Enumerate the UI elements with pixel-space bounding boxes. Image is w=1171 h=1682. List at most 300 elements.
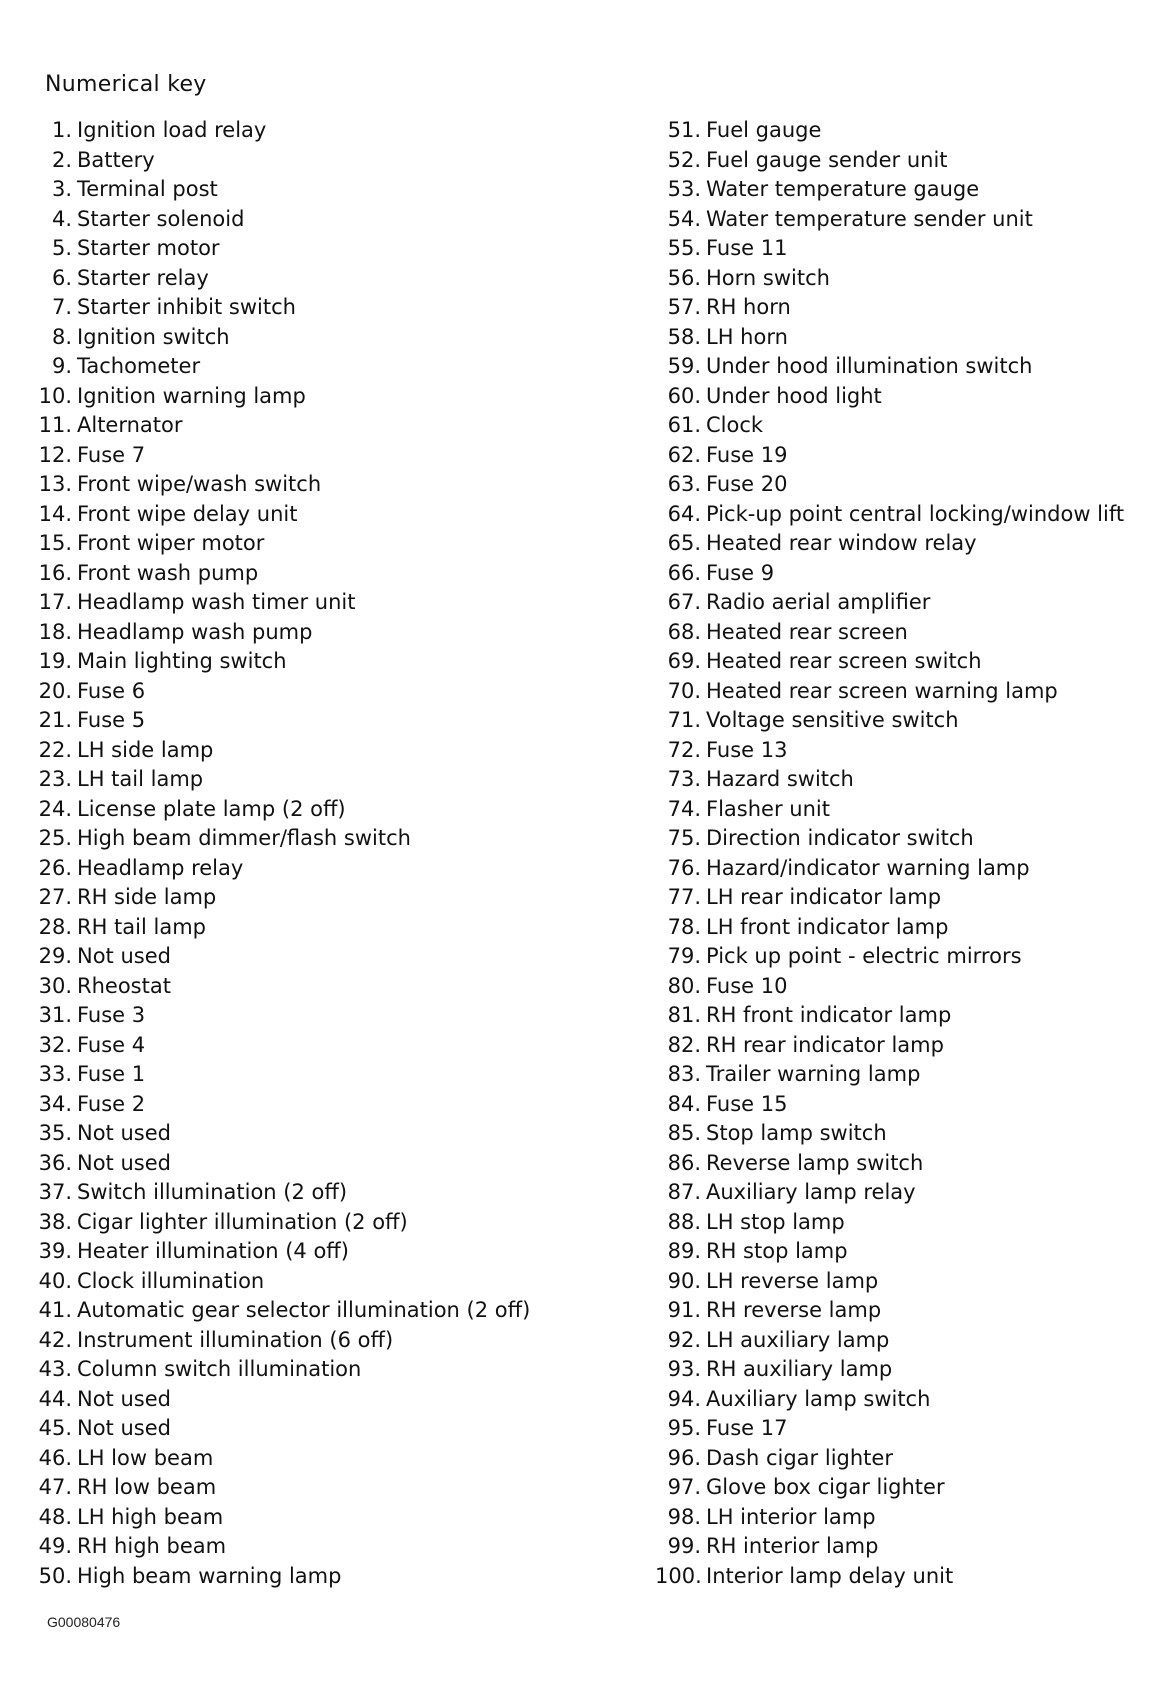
list-item xyxy=(30,706,630,736)
item-number: 44. xyxy=(38,1386,72,1411)
item-label: Automatic gear selector illumination (2 off) xyxy=(77,1298,531,1322)
list-item xyxy=(30,205,630,235)
list-item xyxy=(30,323,630,353)
item-number: 70. xyxy=(667,678,701,703)
item-number: 100. xyxy=(655,1563,702,1588)
item-label: Not used xyxy=(77,1121,171,1145)
item-number: 75. xyxy=(667,826,701,850)
item-number: 89. xyxy=(667,1239,701,1263)
item-label: LH stop lamp xyxy=(706,1209,845,1234)
item-label: Fuse 5 xyxy=(77,708,146,732)
item-number: 29. xyxy=(38,944,72,968)
item-number: 58. xyxy=(667,324,701,349)
item-number: 3. xyxy=(51,177,72,201)
item-label: Fuel gauge xyxy=(706,118,822,142)
item-label: Heated rear screen xyxy=(706,619,908,644)
list-item xyxy=(30,677,630,707)
item-number: 2. xyxy=(51,147,72,172)
list-item xyxy=(655,1473,1160,1503)
list-item xyxy=(30,146,630,176)
item-number: 72. xyxy=(667,737,701,762)
list-item xyxy=(655,1296,1160,1326)
item-label: Fuse 7 xyxy=(77,442,146,467)
item-label: Not used xyxy=(77,944,171,968)
list-item xyxy=(30,500,630,530)
item-label: Fuse 2 xyxy=(77,1091,146,1116)
item-label: Pick up point - electric mirrors xyxy=(706,944,1022,968)
item-number: 53. xyxy=(667,177,701,201)
list-item xyxy=(30,1326,630,1356)
item-label: Clock xyxy=(706,413,764,437)
list-item xyxy=(655,1503,1160,1533)
list-item xyxy=(655,795,1160,825)
item-number: 37. xyxy=(38,1180,72,1204)
item-number: 5. xyxy=(51,236,72,260)
item-label: RH rear indicator lamp xyxy=(706,1032,944,1057)
list-item xyxy=(30,411,630,441)
item-label: Starter motor xyxy=(77,236,220,260)
item-label: Battery xyxy=(77,147,155,172)
list-item xyxy=(655,1355,1160,1385)
item-label: Dash cigar lighter xyxy=(706,1445,893,1470)
list-item xyxy=(655,1090,1160,1120)
list-item xyxy=(655,942,1160,972)
list-item xyxy=(30,1060,630,1090)
item-number: 30. xyxy=(38,973,72,998)
item-number: 64. xyxy=(667,501,701,526)
item-number: 34. xyxy=(38,1091,72,1116)
list-item xyxy=(655,411,1160,441)
list-item xyxy=(30,1385,630,1415)
item-label: Fuse 1 xyxy=(77,1062,146,1086)
item-number: 84. xyxy=(667,1091,701,1116)
item-label: Not used xyxy=(77,1416,171,1440)
item-label: Front wash pump xyxy=(77,560,259,585)
page-title: Numerical key xyxy=(45,72,207,97)
item-label: LH side lamp xyxy=(77,737,214,762)
key-list-right xyxy=(655,116,1160,1591)
list-item xyxy=(655,470,1160,500)
list-item xyxy=(30,1208,630,1238)
item-label: RH high beam xyxy=(77,1534,227,1558)
item-label: RH interior lamp xyxy=(706,1534,879,1558)
list-item xyxy=(655,500,1160,530)
list-item xyxy=(655,1385,1160,1415)
list-item xyxy=(655,1178,1160,1208)
item-number: 91. xyxy=(667,1298,701,1322)
item-label: Fuse 15 xyxy=(706,1091,788,1116)
item-number: 74. xyxy=(667,796,701,821)
item-number: 60. xyxy=(667,383,701,408)
item-number: 38. xyxy=(38,1209,72,1234)
item-number: 18. xyxy=(38,619,72,644)
item-number: 6. xyxy=(51,265,72,290)
item-number: 87. xyxy=(667,1180,701,1204)
list-item xyxy=(30,264,630,294)
item-number: 15. xyxy=(38,531,72,555)
item-number: 46. xyxy=(38,1445,72,1470)
item-number: 67. xyxy=(667,590,701,614)
list-item xyxy=(655,1562,1160,1592)
list-item xyxy=(655,1326,1160,1356)
item-label: Voltage sensitive switch xyxy=(706,708,959,732)
list-item xyxy=(30,913,630,943)
item-label: Ignition load relay xyxy=(77,118,267,142)
item-number: 76. xyxy=(667,855,701,880)
item-label: Fuse 3 xyxy=(77,1003,146,1027)
item-number: 56. xyxy=(667,265,701,290)
list-item xyxy=(655,1031,1160,1061)
item-label: RH horn xyxy=(706,295,791,319)
item-label: LH front indicator lamp xyxy=(706,914,949,939)
list-item xyxy=(655,913,1160,943)
item-label: LH reverse lamp xyxy=(706,1268,879,1293)
list-item xyxy=(655,529,1160,559)
list-item xyxy=(30,1031,630,1061)
list-item xyxy=(655,618,1160,648)
item-number: 79. xyxy=(667,944,701,968)
item-number: 26. xyxy=(38,855,72,880)
item-label: Terminal post xyxy=(77,177,218,201)
item-number: 11. xyxy=(38,413,72,437)
list-item xyxy=(30,854,630,884)
item-number: 59. xyxy=(667,354,701,378)
list-item xyxy=(30,972,630,1002)
item-label: Front wipe delay unit xyxy=(77,501,298,526)
item-label: Rheostat xyxy=(77,973,171,998)
list-item xyxy=(655,264,1160,294)
item-number: 68. xyxy=(667,619,701,644)
item-number: 97. xyxy=(667,1475,701,1499)
item-label: Hazard switch xyxy=(706,767,854,791)
item-number: 36. xyxy=(38,1150,72,1175)
item-label: Column switch illumination xyxy=(77,1357,362,1381)
list-item xyxy=(30,647,630,677)
item-label: Heated rear screen warning lamp xyxy=(706,678,1058,703)
item-number: 88. xyxy=(667,1209,701,1234)
item-number: 73. xyxy=(667,767,701,791)
list-item xyxy=(655,234,1160,264)
item-label: Trailer warning lamp xyxy=(706,1062,921,1086)
item-label: Headlamp relay xyxy=(77,855,244,880)
item-label: Fuse 11 xyxy=(706,236,788,260)
item-label: Starter inhibit switch xyxy=(77,295,296,319)
item-label: Auxiliary lamp relay xyxy=(706,1180,916,1204)
item-label: Main lighting switch xyxy=(77,649,287,673)
item-label: LH auxiliary lamp xyxy=(706,1327,890,1352)
key-list-left xyxy=(30,116,630,1591)
list-item xyxy=(30,1355,630,1385)
item-label: Switch illumination (2 off) xyxy=(77,1180,348,1204)
list-item xyxy=(655,559,1160,589)
item-number: 13. xyxy=(38,472,72,496)
item-number: 21. xyxy=(38,708,72,732)
item-number: 99. xyxy=(667,1534,701,1558)
item-number: 9. xyxy=(51,354,72,378)
item-label: Fuse 17 xyxy=(706,1416,788,1440)
item-number: 16. xyxy=(38,560,72,585)
item-number: 48. xyxy=(38,1504,72,1529)
item-number: 20. xyxy=(38,678,72,703)
list-item xyxy=(655,706,1160,736)
item-label: Fuse 20 xyxy=(706,472,788,496)
list-item xyxy=(655,382,1160,412)
item-number: 39. xyxy=(38,1239,72,1263)
item-number: 52. xyxy=(667,147,701,172)
item-label: LH high beam xyxy=(77,1504,224,1529)
list-item xyxy=(30,1444,630,1474)
list-item xyxy=(30,1532,630,1562)
item-number: 24. xyxy=(38,796,72,821)
list-item xyxy=(655,116,1160,146)
item-label: RH auxiliary lamp xyxy=(706,1357,893,1381)
list-item xyxy=(30,1562,630,1592)
item-number: 35. xyxy=(38,1121,72,1145)
item-number: 45. xyxy=(38,1416,72,1440)
item-label: Auxiliary lamp switch xyxy=(706,1386,931,1411)
item-number: 62. xyxy=(667,442,701,467)
item-label: Ignition warning lamp xyxy=(77,383,306,408)
item-label: LH low beam xyxy=(77,1445,214,1470)
list-item xyxy=(30,1090,630,1120)
list-item xyxy=(655,1414,1160,1444)
item-number: 31. xyxy=(38,1003,72,1027)
item-label: Fuse 4 xyxy=(77,1032,146,1057)
list-item xyxy=(30,382,630,412)
list-item xyxy=(655,175,1160,205)
item-label: Alternator xyxy=(77,413,183,437)
list-item xyxy=(30,116,630,146)
item-label: RH tail lamp xyxy=(77,914,206,939)
item-number: 50. xyxy=(38,1563,72,1588)
item-label: Fuse 6 xyxy=(77,678,146,703)
list-item xyxy=(30,765,630,795)
item-label: Under hood light xyxy=(706,383,882,408)
list-item xyxy=(30,1119,630,1149)
list-item xyxy=(30,352,630,382)
item-label: LH interior lamp xyxy=(706,1504,876,1529)
item-label: Stop lamp switch xyxy=(706,1121,887,1145)
list-item xyxy=(655,588,1160,618)
item-number: 93. xyxy=(667,1357,701,1381)
list-item xyxy=(655,1208,1160,1238)
item-number: 8. xyxy=(51,324,72,349)
item-number: 49. xyxy=(38,1534,72,1558)
item-number: 90. xyxy=(667,1268,701,1293)
item-number: 92. xyxy=(667,1327,701,1352)
item-label: Fuse 13 xyxy=(706,737,788,762)
item-number: 57. xyxy=(667,295,701,319)
item-label: Radio aerial amplifier xyxy=(706,590,931,614)
list-item xyxy=(655,1149,1160,1179)
item-number: 40. xyxy=(38,1268,72,1293)
item-number: 98. xyxy=(667,1504,701,1529)
list-item xyxy=(655,205,1160,235)
list-item xyxy=(655,677,1160,707)
list-item xyxy=(30,588,630,618)
item-number: 78. xyxy=(667,914,701,939)
list-item xyxy=(655,824,1160,854)
item-number: 82. xyxy=(667,1032,701,1057)
item-number: 17. xyxy=(38,590,72,614)
item-label: RH side lamp xyxy=(77,885,217,909)
item-label: Heater illumination (4 off) xyxy=(77,1239,349,1263)
item-number: 94. xyxy=(667,1386,701,1411)
list-item xyxy=(655,1001,1160,1031)
list-item xyxy=(30,234,630,264)
list-item xyxy=(655,736,1160,766)
list-item xyxy=(30,559,630,589)
list-item xyxy=(655,1444,1160,1474)
item-number: 95. xyxy=(667,1416,701,1440)
item-number: 33. xyxy=(38,1062,72,1086)
item-number: 63. xyxy=(667,472,701,496)
item-number: 25. xyxy=(38,826,72,850)
item-label: RH reverse lamp xyxy=(706,1298,882,1322)
item-number: 81. xyxy=(667,1003,701,1027)
item-label: RH front indicator lamp xyxy=(706,1003,952,1027)
item-label: Flasher unit xyxy=(706,796,830,821)
item-label: LH horn xyxy=(706,324,788,349)
item-label: Fuse 10 xyxy=(706,973,788,998)
item-number: 55. xyxy=(667,236,701,260)
item-number: 66. xyxy=(667,560,701,585)
item-number: 80. xyxy=(667,973,701,998)
list-item xyxy=(30,1237,630,1267)
item-number: 10. xyxy=(38,383,72,408)
item-label: Glove box cigar lighter xyxy=(706,1475,945,1499)
list-item xyxy=(30,1001,630,1031)
item-label: Heated rear screen switch xyxy=(706,649,982,673)
item-label: Instrument illumination (6 off) xyxy=(77,1327,394,1352)
item-label: Starter relay xyxy=(77,265,209,290)
list-item xyxy=(30,824,630,854)
figure-code: G00080476 xyxy=(47,1614,121,1630)
list-item xyxy=(655,1532,1160,1562)
item-number: 83. xyxy=(667,1062,701,1086)
item-number: 85. xyxy=(667,1121,701,1145)
item-label: Front wiper motor xyxy=(77,531,265,555)
item-label: Direction indicator switch xyxy=(706,826,974,850)
list-item xyxy=(655,1267,1160,1297)
list-item xyxy=(30,470,630,500)
item-label: Fuse 9 xyxy=(706,560,775,585)
item-label: Pick-up point central locking/window lift xyxy=(706,501,1125,526)
item-number: 12. xyxy=(38,442,72,467)
item-number: 96. xyxy=(667,1445,701,1470)
item-label: Cigar lighter illumination (2 off) xyxy=(77,1209,408,1234)
item-number: 41. xyxy=(38,1298,72,1322)
list-item xyxy=(30,795,630,825)
item-label: Not used xyxy=(77,1150,171,1175)
item-number: 61. xyxy=(667,413,701,437)
list-item xyxy=(30,736,630,766)
item-label: Headlamp wash timer unit xyxy=(77,590,356,614)
item-number: 51. xyxy=(667,118,701,142)
list-item xyxy=(30,1296,630,1326)
item-number: 14. xyxy=(38,501,72,526)
list-item xyxy=(655,972,1160,1002)
item-number: 7. xyxy=(51,295,72,319)
item-label: High beam dimmer/flash switch xyxy=(77,826,411,850)
item-number: 1. xyxy=(51,118,72,142)
item-number: 23. xyxy=(38,767,72,791)
item-label: LH rear indicator lamp xyxy=(706,885,942,909)
list-item xyxy=(655,441,1160,471)
item-label: Clock illumination xyxy=(77,1268,265,1293)
item-label: Fuel gauge sender unit xyxy=(706,147,948,172)
item-number: 28. xyxy=(38,914,72,939)
item-label: Interior lamp delay unit xyxy=(706,1563,954,1588)
item-label: Tachometer xyxy=(77,354,201,378)
list-item xyxy=(655,647,1160,677)
item-label: Starter solenoid xyxy=(77,206,245,231)
list-item xyxy=(655,293,1160,323)
list-item xyxy=(30,175,630,205)
list-item xyxy=(655,352,1160,382)
item-number: 42. xyxy=(38,1327,72,1352)
item-number: 4. xyxy=(51,206,72,231)
list-item xyxy=(655,146,1160,176)
list-item xyxy=(655,1119,1160,1149)
item-number: 77. xyxy=(667,885,701,909)
list-item xyxy=(655,883,1160,913)
item-number: 43. xyxy=(38,1357,72,1381)
list-item xyxy=(655,1237,1160,1267)
item-label: Horn switch xyxy=(706,265,830,290)
item-label: LH tail lamp xyxy=(77,767,204,791)
list-item xyxy=(30,942,630,972)
item-number: 19. xyxy=(38,649,72,673)
item-number: 86. xyxy=(667,1150,701,1175)
item-label: Hazard/indicator warning lamp xyxy=(706,855,1030,880)
list-item xyxy=(655,1060,1160,1090)
list-item xyxy=(30,618,630,648)
list-item xyxy=(30,883,630,913)
item-label: Fuse 19 xyxy=(706,442,788,467)
item-number: 69. xyxy=(667,649,701,673)
item-label: High beam warning lamp xyxy=(77,1563,342,1588)
item-label: Headlamp wash pump xyxy=(77,619,313,644)
list-item xyxy=(30,1414,630,1444)
list-item xyxy=(30,1473,630,1503)
item-label: Ignition switch xyxy=(77,324,230,349)
list-item xyxy=(655,854,1160,884)
item-label: Heated rear window relay xyxy=(706,531,977,555)
item-label: Not used xyxy=(77,1386,171,1411)
item-label: Under hood illumination switch xyxy=(706,354,1033,378)
list-item xyxy=(30,529,630,559)
item-label: Water temperature sender unit xyxy=(706,206,1033,231)
list-item xyxy=(30,1149,630,1179)
list-item xyxy=(30,293,630,323)
item-number: 32. xyxy=(38,1032,72,1057)
item-label: Front wipe/wash switch xyxy=(77,472,322,496)
list-item xyxy=(655,323,1160,353)
item-label: RH low beam xyxy=(77,1475,217,1499)
item-number: 27. xyxy=(38,885,72,909)
list-item xyxy=(30,1178,630,1208)
item-number: 22. xyxy=(38,737,72,762)
item-number: 47. xyxy=(38,1475,72,1499)
list-item xyxy=(30,1267,630,1297)
item-label: Water temperature gauge xyxy=(706,177,980,201)
item-label: RH stop lamp xyxy=(706,1239,848,1263)
list-item xyxy=(655,765,1160,795)
list-item xyxy=(30,441,630,471)
item-number: 54. xyxy=(667,206,701,231)
item-label: Reverse lamp switch xyxy=(706,1150,924,1175)
